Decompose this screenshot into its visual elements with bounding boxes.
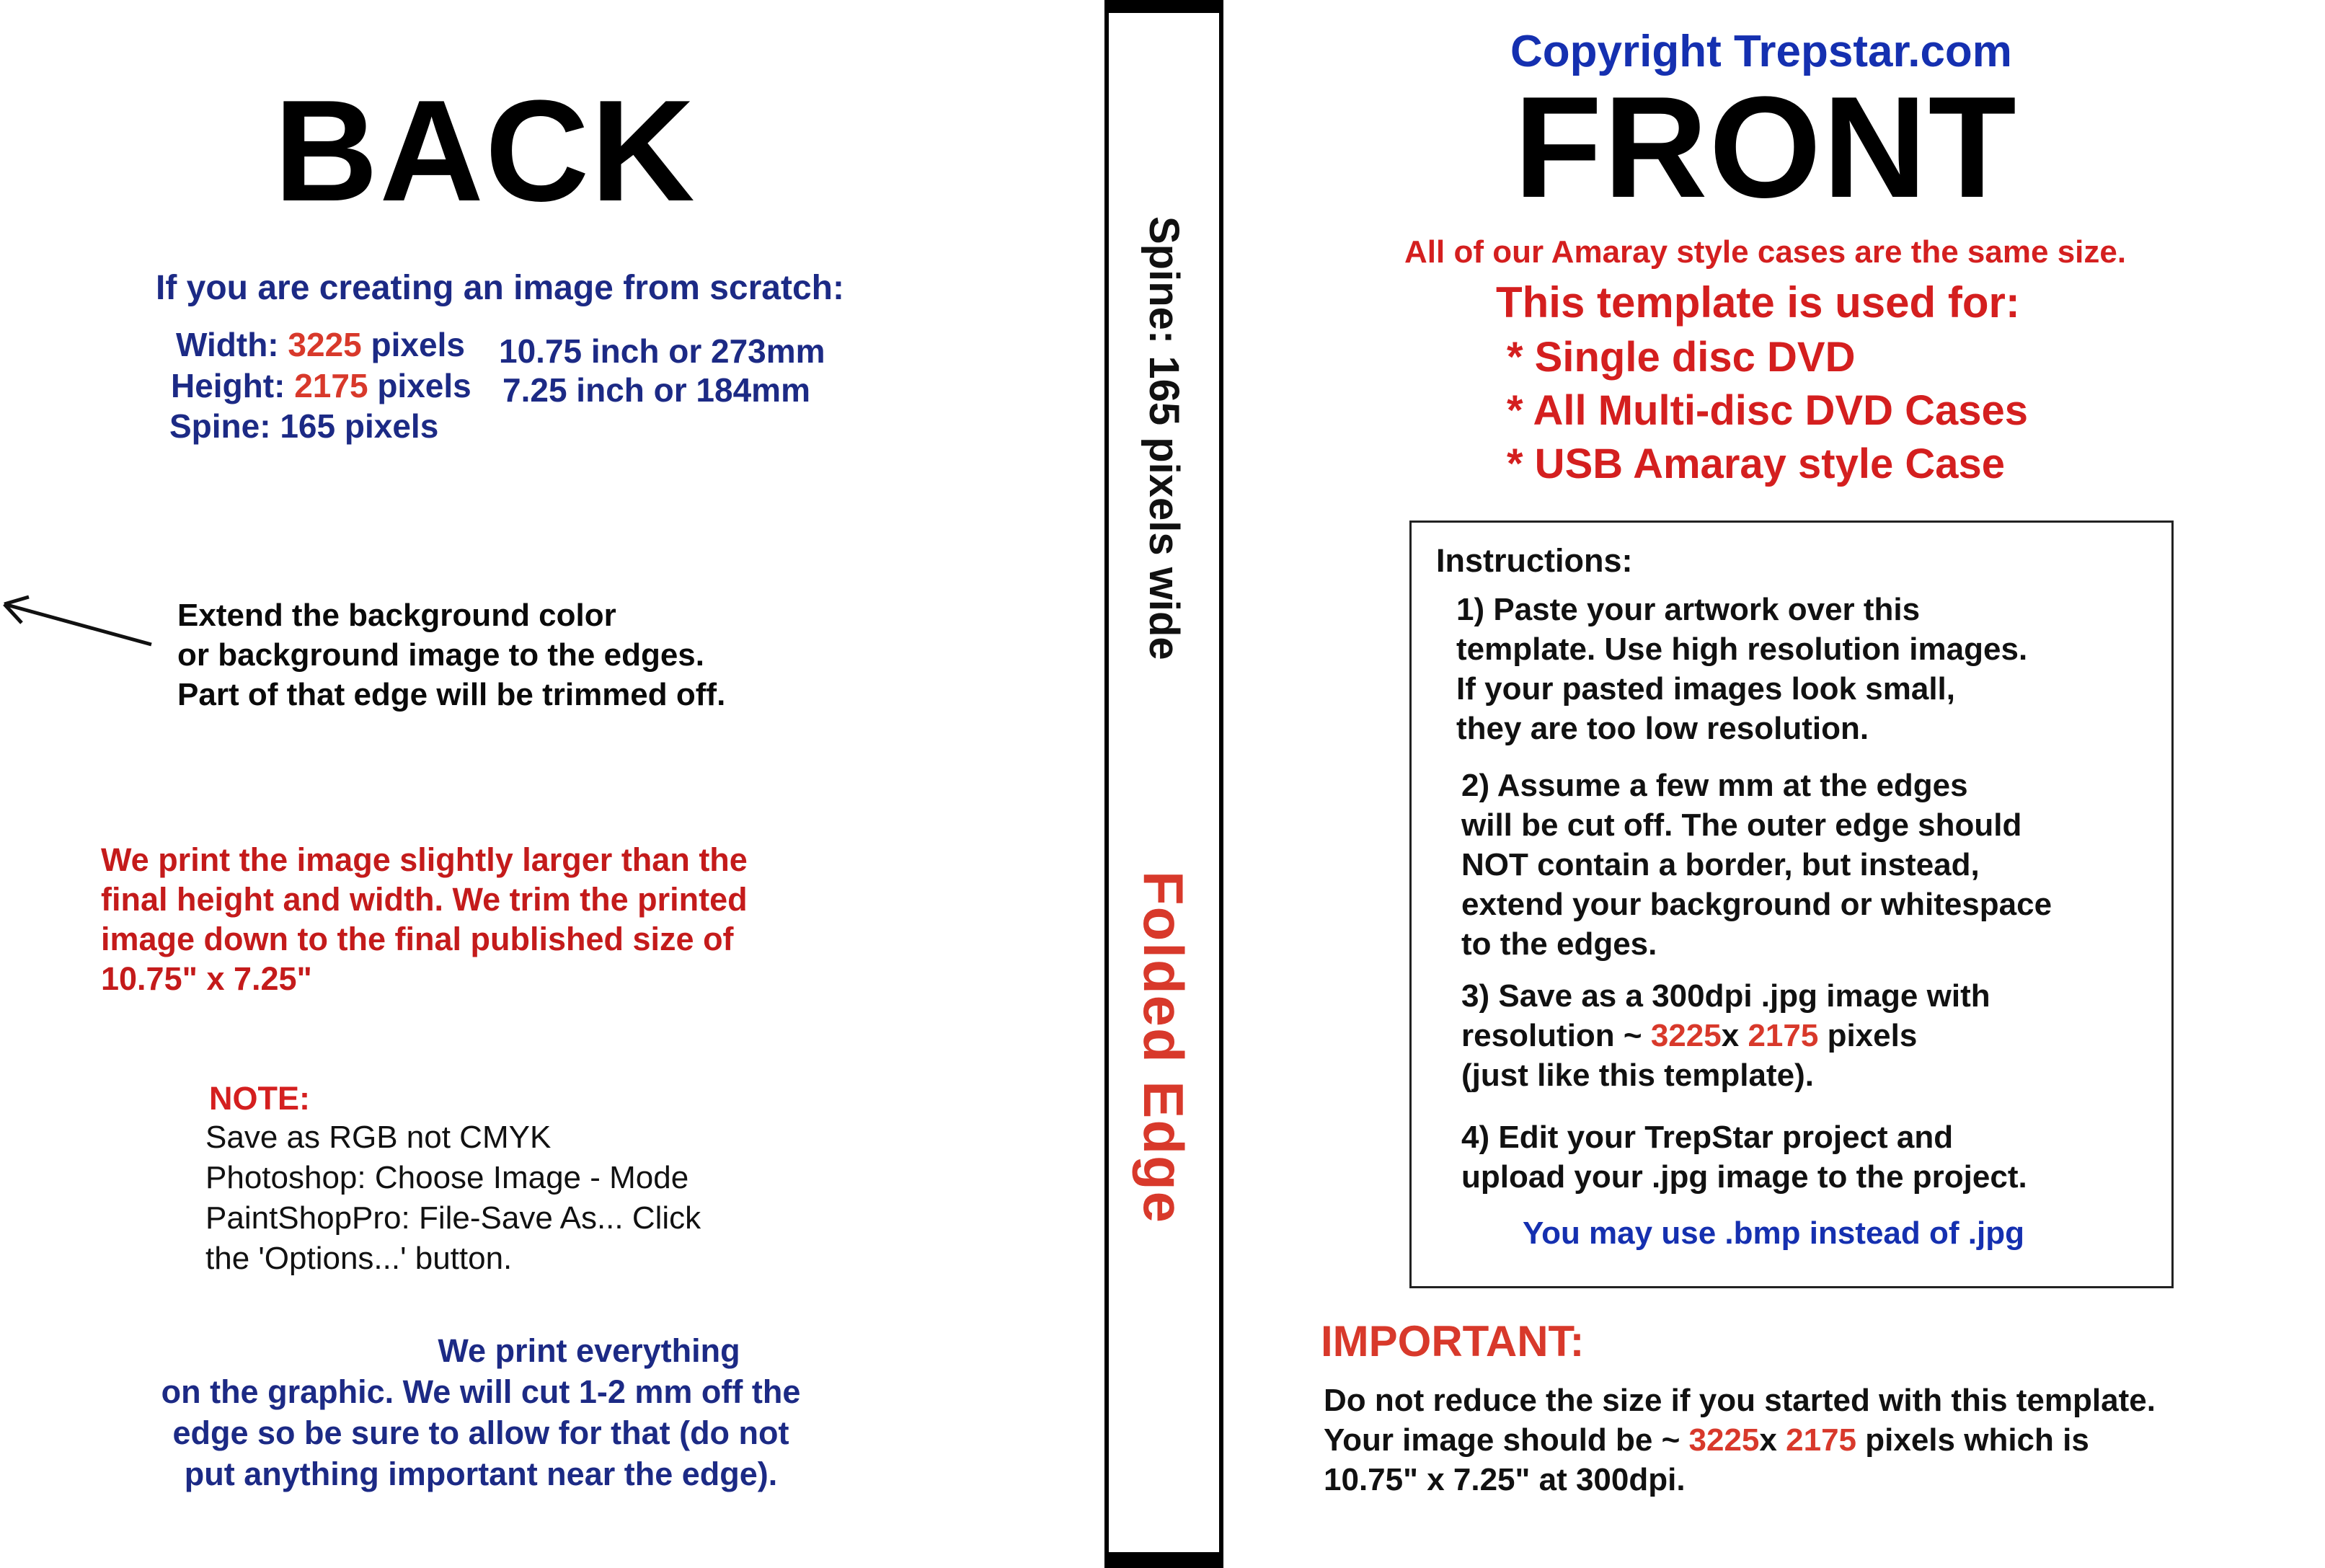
resolution-height: 2175 xyxy=(1748,1018,1819,1053)
important-line: Do not reduce the size if you started with this template. xyxy=(1324,1383,2156,1418)
everything-line: on the graphic. We will cut 1-2 mm off the xyxy=(161,1373,801,1410)
step-line: If your pasted images look small, xyxy=(1456,671,1955,707)
instruction-step-3 xyxy=(1461,976,1990,1095)
resolution-x: x xyxy=(1721,1018,1740,1053)
step-line: upload your .jpg image to the project. xyxy=(1461,1159,2027,1195)
instructions-title: Instructions: xyxy=(1436,542,1633,579)
instruction-step-1 xyxy=(1456,590,2027,748)
note-label: NOTE: xyxy=(209,1080,310,1117)
case-item: * All Multi-disc DVD Cases xyxy=(1507,387,2029,434)
note-block xyxy=(205,1117,701,1279)
important-suffix: pixels which is xyxy=(1865,1422,2089,1458)
height-row xyxy=(171,369,471,402)
height-unit: pixels xyxy=(377,367,471,404)
important-width: 3225 xyxy=(1688,1422,1760,1458)
copyright-text: Copyright Trepstar.com xyxy=(1510,27,2012,76)
case-item: * USB Amaray style Case xyxy=(1507,440,2005,487)
step-line: they are too low resolution. xyxy=(1456,711,1869,746)
width-unit: pixels xyxy=(371,326,465,363)
everything-line: We print everything xyxy=(438,1332,740,1369)
step-line: 4) Edit your TrepStar project and xyxy=(1461,1120,1954,1155)
height-value: 2175 xyxy=(294,367,368,404)
note-line: the 'Options...' button. xyxy=(205,1241,513,1276)
height-label: Height: xyxy=(171,367,285,404)
step-line: 1) Paste your artwork over this xyxy=(1456,592,1921,627)
print-line: We print the image slightly larger than the xyxy=(101,841,748,878)
front-title: FRONT xyxy=(1514,67,2018,228)
step-line: template. Use high resolution images. xyxy=(1456,632,2028,667)
step-line: 3) Save as a 300dpi .jpg image with xyxy=(1461,978,1990,1014)
back-title: BACK xyxy=(274,71,696,231)
instruction-step-4 xyxy=(1461,1117,2027,1197)
important-line: 10.75" x 7.25" at 300dpi. xyxy=(1324,1462,1686,1497)
width-row xyxy=(176,328,465,361)
case-item: * Single disc DVD xyxy=(1507,334,1856,381)
folded-edge-label: Folded Edge xyxy=(1132,871,1195,1224)
important-note xyxy=(1324,1381,2156,1500)
note-line: Save as RGB not CMYK xyxy=(205,1120,552,1155)
important-size-line xyxy=(1324,1420,2156,1460)
print-line: 10.75" x 7.25" xyxy=(101,960,312,997)
everything-line: put anything important near the edge). xyxy=(184,1456,778,1492)
extend-line: Extend the background color xyxy=(177,598,616,633)
print-line: final height and width. We trim the printed xyxy=(101,881,748,918)
resolution-width: 3225 xyxy=(1650,1018,1722,1053)
instruction-step-2 xyxy=(1461,766,2052,964)
resolution-suffix: pixels xyxy=(1827,1018,1918,1053)
print-line: image down to the final published size of xyxy=(101,921,734,957)
width-label: Width: xyxy=(176,326,279,363)
important-prefix: Your image should be ~ xyxy=(1324,1422,1680,1458)
step-line: will be cut off. The outer edge should xyxy=(1461,807,2022,843)
resolution-prefix: resolution ~ xyxy=(1461,1018,1642,1053)
step-line: (just like this template). xyxy=(1461,1058,1814,1093)
template-used-heading: This template is used for: xyxy=(1496,278,2020,327)
width-conversion: 10.75 inch or 273mm xyxy=(499,332,825,370)
step-line: extend your background or whitespace xyxy=(1461,887,2052,922)
important-x: x xyxy=(1759,1422,1777,1458)
extend-line: or background image to the edges. xyxy=(177,637,705,673)
step-line: NOT contain a border, but instead, xyxy=(1461,847,1980,882)
amaray-note: All of our Amaray style cases are the same size. xyxy=(1404,234,2127,270)
step-resolution-line xyxy=(1461,1016,1990,1055)
note-line: PaintShopPro: File-Save As... Click xyxy=(205,1200,701,1236)
step-line: to the edges. xyxy=(1461,926,1657,962)
width-value: 3225 xyxy=(288,326,362,363)
important-label: IMPORTANT: xyxy=(1321,1317,1585,1365)
extend-background-note xyxy=(177,595,725,714)
bmp-note: You may use .bmp instead of .jpg xyxy=(1523,1215,2024,1251)
scratch-heading: If you are creating an image from scratch: xyxy=(156,269,844,307)
spine-label: Spine: 165 pixels wide xyxy=(1141,216,1187,660)
extend-line: Part of that edge will be trimmed off. xyxy=(177,677,726,712)
note-line: Photoshop: Choose Image - Mode xyxy=(205,1160,689,1195)
height-conversion: 7.25 inch or 184mm xyxy=(502,371,810,409)
print-trim-note xyxy=(101,840,748,998)
arrow-left-icon xyxy=(0,591,159,649)
spine-width-line: Spine: 165 pixels xyxy=(169,407,439,445)
everything-line: edge so be sure to allow for that (do not xyxy=(172,1414,789,1451)
print-everything-note xyxy=(131,1330,831,1494)
step-line: 2) Assume a few mm at the edges xyxy=(1461,768,1968,803)
important-height: 2175 xyxy=(1786,1422,1857,1458)
